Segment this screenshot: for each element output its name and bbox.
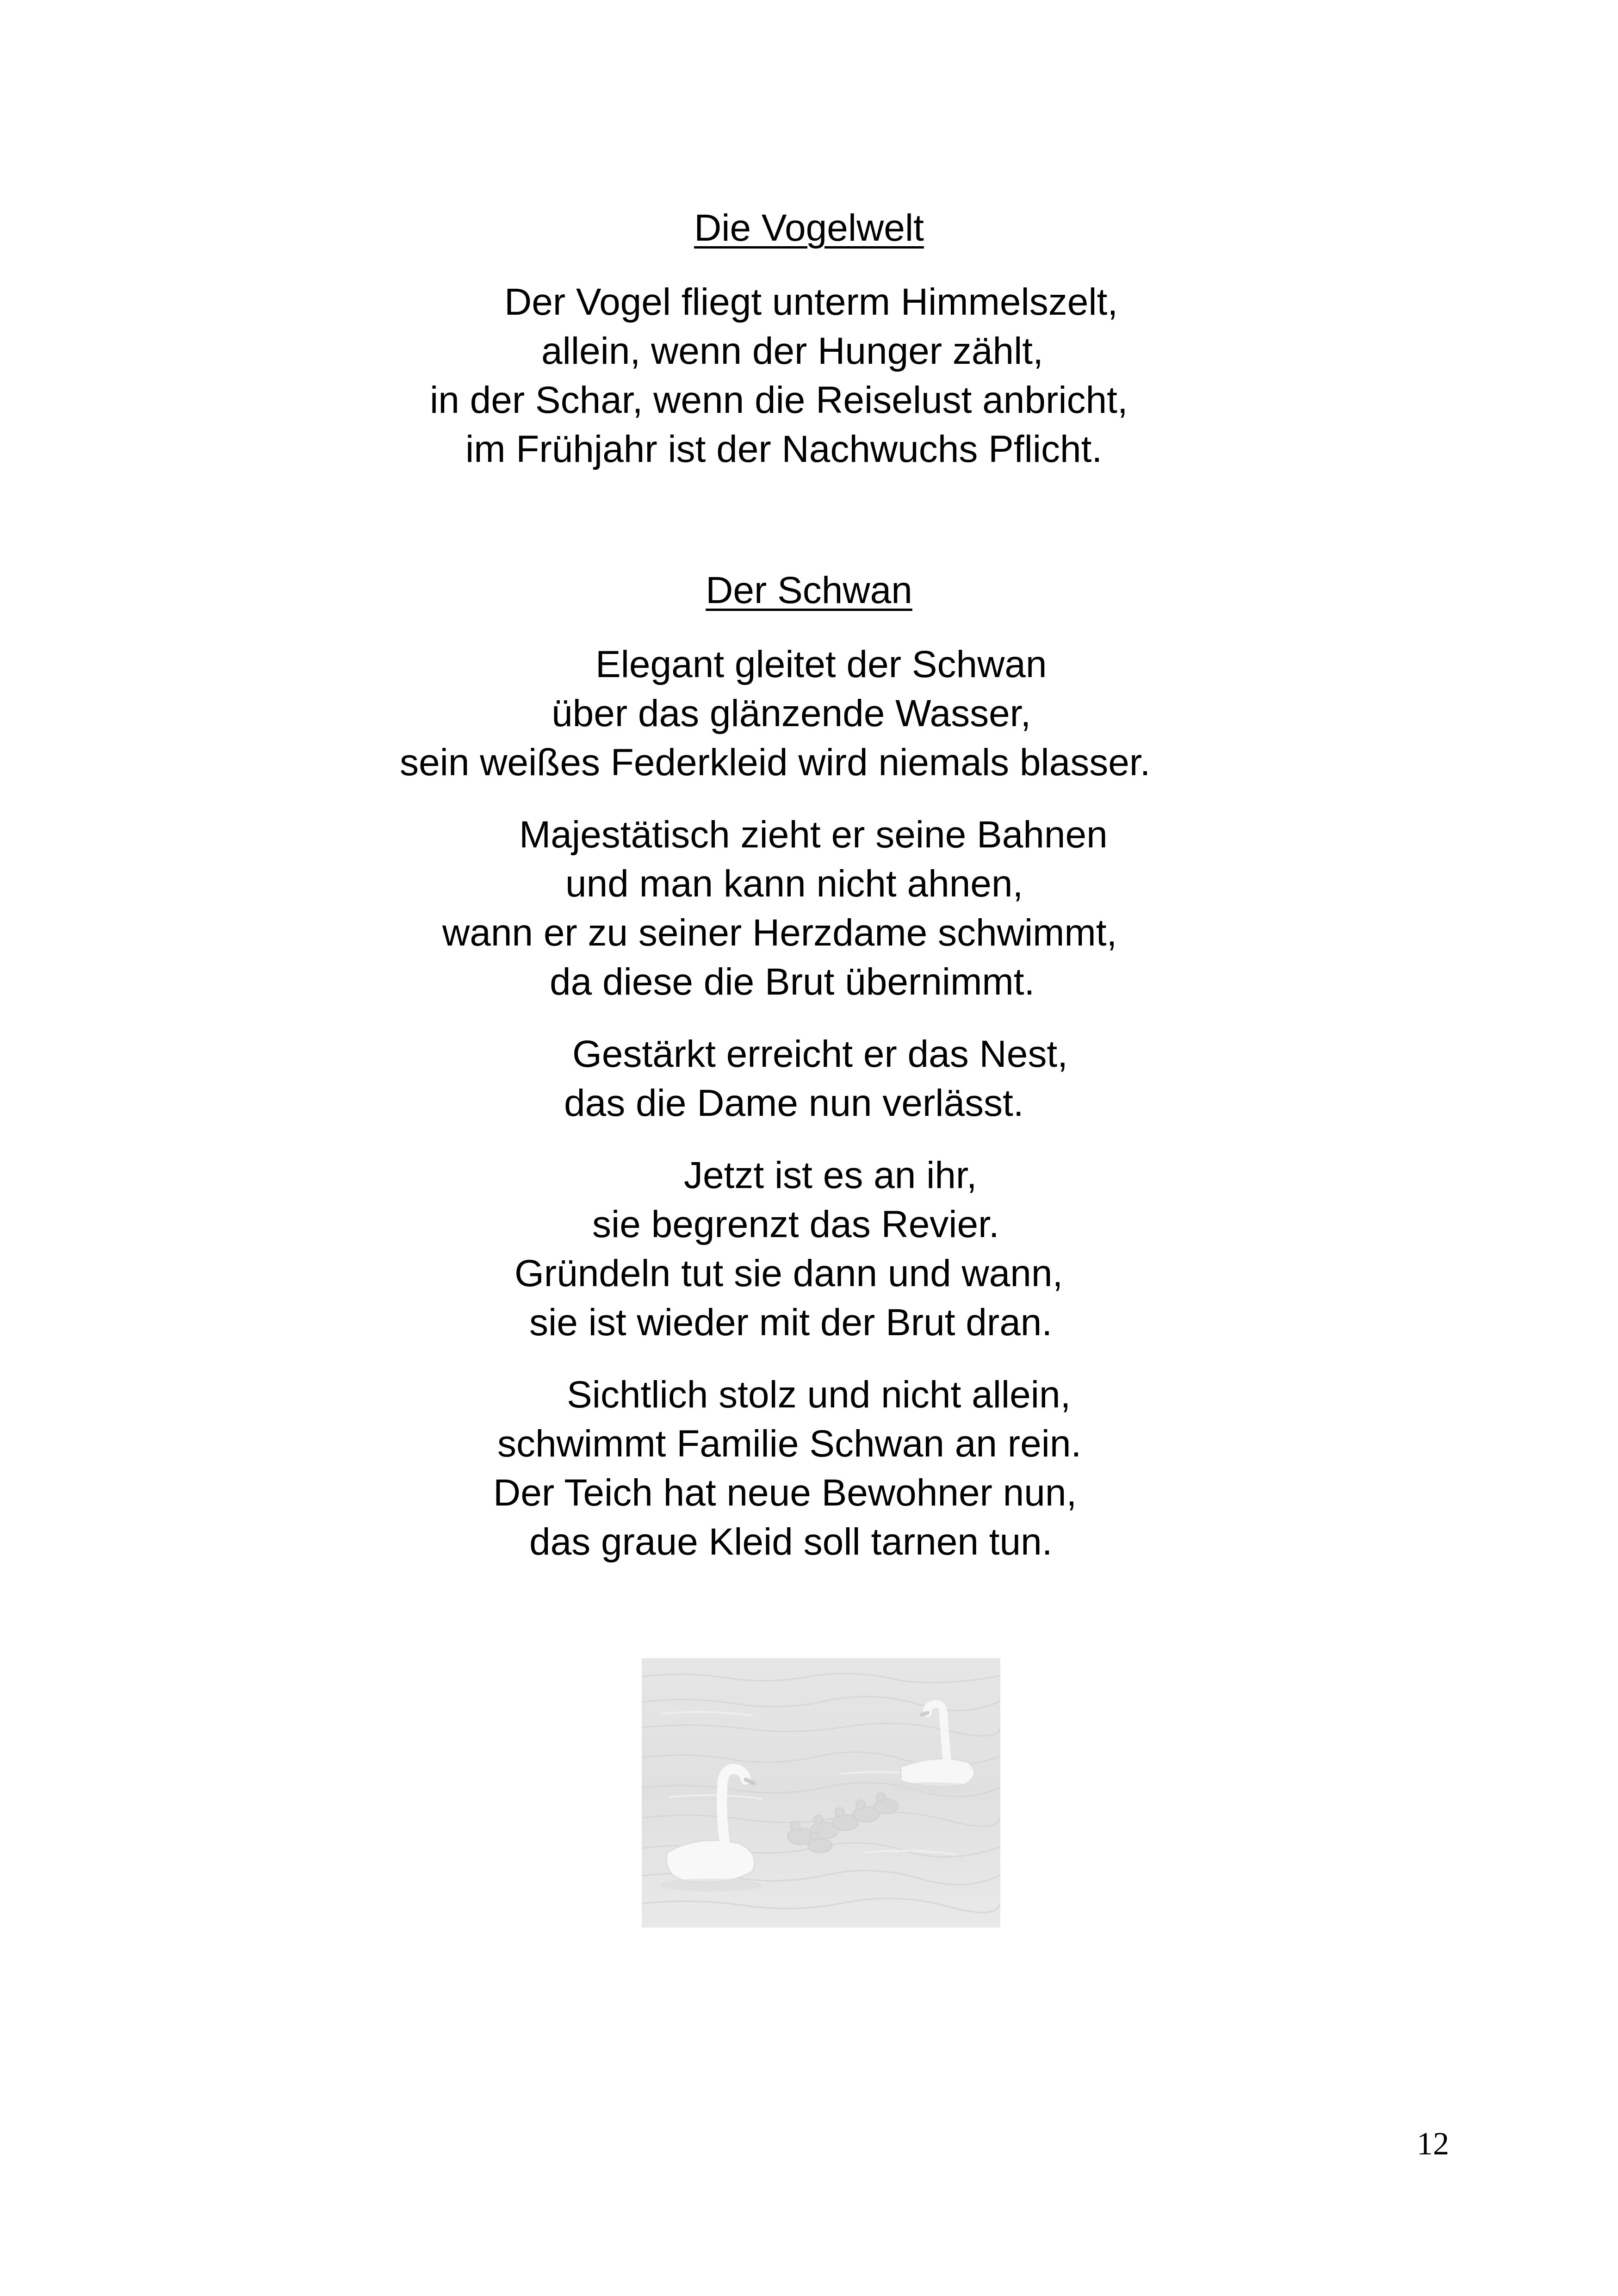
swan-photo-graphic <box>642 1658 1000 1928</box>
poem-title-vogelwelt: Die Vogelwelt <box>694 207 924 249</box>
poem-line: allein, wenn der Hunger zählt, <box>541 330 1043 372</box>
poem-line: wann er zu seiner Herzdame schwimmt, <box>442 912 1117 954</box>
poem-line: im Frühjahr ist der Nachwuchs Pflicht. <box>465 428 1103 470</box>
poem-line: Elegant gleitet der Schwan <box>595 643 1047 685</box>
poem-line: sie begrenzt das Revier. <box>592 1203 999 1245</box>
swan-family-photo <box>642 1658 1000 1928</box>
poem-line: schwimmt Familie Schwan an rein. <box>497 1423 1082 1465</box>
poem-line: Der Teich hat neue Bewohner nun, <box>493 1472 1077 1514</box>
page-number: 12 <box>1417 2126 1449 2162</box>
poem-line: da diese die Brut übernimmt. <box>550 961 1035 1003</box>
poem-title-schwan: Der Schwan <box>706 569 912 611</box>
poem-line: das graue Kleid soll tarnen tun. <box>529 1521 1053 1563</box>
poem-line: in der Schar, wenn die Reiselust anbricht, <box>430 379 1128 421</box>
poem-line: sie ist wieder mit der Brut dran. <box>529 1301 1053 1344</box>
poem-line: und man kann nicht ahnen, <box>565 863 1023 905</box>
poem-line: Jetzt ist es an ihr, <box>684 1154 977 1196</box>
poem-line: das die Dame nun verlässt. <box>564 1082 1024 1124</box>
poem-line: Gestärkt erreicht er das Nest, <box>572 1033 1068 1075</box>
poem-line: Gründeln tut sie dann und wann, <box>515 1252 1063 1294</box>
poem-line: über das glänzende Wasser, <box>552 692 1031 734</box>
poem-line: Majestätisch zieht er seine Bahnen <box>519 814 1108 856</box>
poem-line: sein weißes Federkleid wird niemals blasser. <box>400 741 1151 784</box>
poem-line: Sichtlich stolz und nicht allein, <box>567 1374 1071 1416</box>
poem-line: Der Vogel fliegt unterm Himmelszelt, <box>504 281 1118 323</box>
